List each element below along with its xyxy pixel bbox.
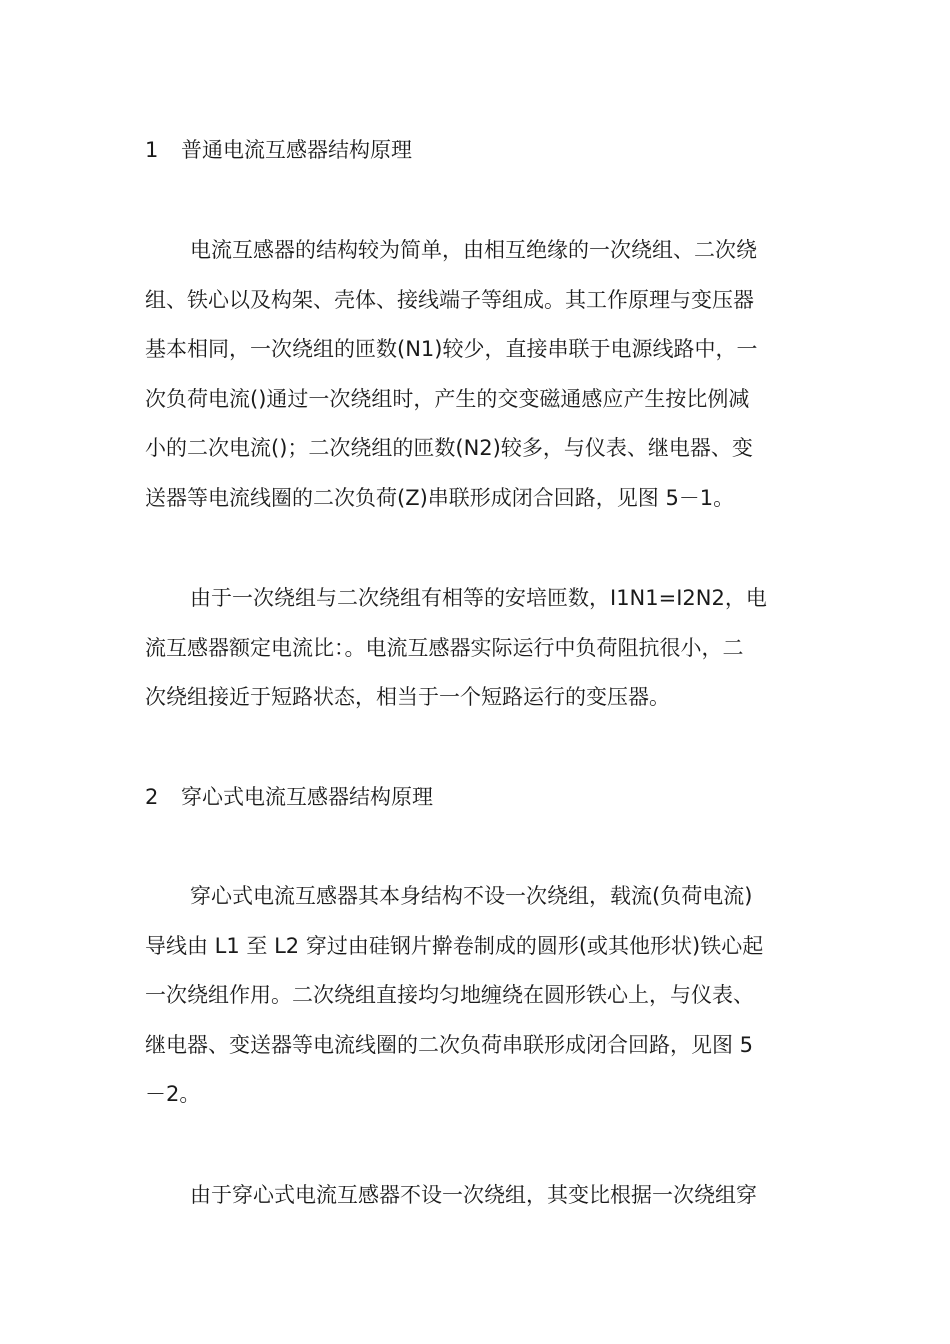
- paragraph-line: －2。: [145, 1082, 201, 1106]
- paragraph: [145, 881, 795, 1129]
- paragraph-line: 一次绕组作用。二次绕组直接均匀地缠绕在圆形铁心上，与仪表、: [145, 983, 754, 1007]
- paragraph-line: 继电器、变送器等电流线圈的二次负荷串联形成闭合回路，见图 5: [145, 1032, 754, 1057]
- paragraph-line: 送器等电流线圈的二次负荷(Z)串联形成闭合回路，见图 5－1。: [145, 485, 735, 510]
- paragraph-line: 流互感器额定电流比：。电流互感器实际运行中负荷阻抗很小，二: [145, 635, 744, 660]
- paragraph-line: 导线由 L1 至 L2 穿过由硅钢片擀卷制成的圆形(或其他形状)铁心起: [145, 933, 764, 958]
- paragraph: [145, 235, 795, 532]
- section-number: 1: [145, 138, 159, 162]
- section-number: 2: [145, 785, 159, 809]
- section-title: 普通电流互感器结构原理: [181, 138, 412, 162]
- paragraph-line: 次负荷电流()通过一次绕组时，产生的交变磁通感应产生按比例减: [145, 386, 750, 411]
- paragraph: [145, 583, 795, 732]
- paragraph-line: 由于一次绕组与二次绕组有相等的安培匝数，I1N1=I2N2，电: [190, 586, 767, 610]
- paragraph-line: 组、铁心以及构架、壳体、接线端子等组成。其工作原理与变压器: [145, 287, 754, 312]
- section-title: 穿心式电流互感器结构原理: [181, 785, 433, 809]
- paragraph-line: 电流互感器的结构较为简单，由相互绝缘的一次绕组、二次绕: [190, 238, 757, 262]
- paragraph: [145, 1180, 795, 1230]
- paragraph-line: 基本相同，一次绕组的匝数(N1)较少，直接串联于电源线路中，一: [145, 337, 758, 361]
- section-heading-1: [145, 135, 412, 165]
- paragraph-line: 由于穿心式电流互感器不设一次绕组，其变比根据一次绕组穿: [190, 1183, 757, 1207]
- section-heading-2: [145, 782, 433, 812]
- paragraph-line: 次绕组接近于短路状态，相当于一个短路运行的变压器。: [145, 685, 670, 709]
- paragraph-line: 穿心式电流互感器其本身结构不设一次绕组，载流(负荷电流): [190, 884, 753, 908]
- paragraph-line: 小的二次电流()；二次绕组的匝数(N2)较多，与仪表、继电器、变: [145, 436, 753, 460]
